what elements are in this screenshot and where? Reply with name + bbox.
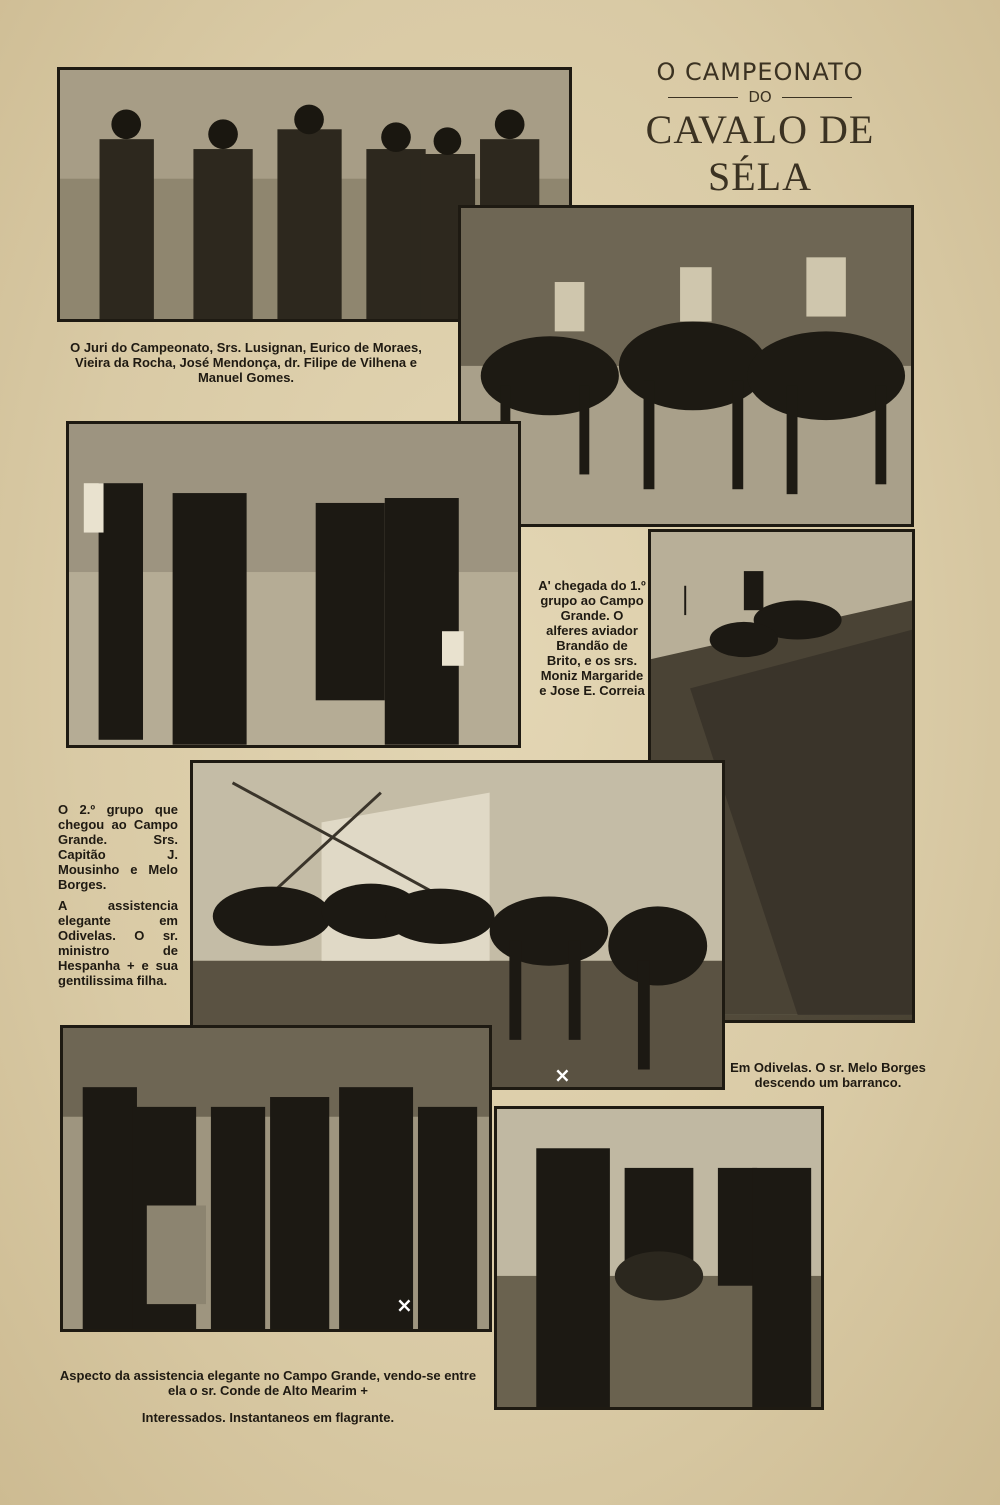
article-title bbox=[590, 58, 930, 200]
photo-spectators-image bbox=[497, 1109, 821, 1407]
caption-arrival: A' chegada do 1.º grupo ao Campo Grande. O alferes aviador Brandão de Brito, e os srs. Moniz Margaride e Jose E. Correia bbox=[538, 578, 646, 698]
title-line-2 bbox=[590, 88, 930, 106]
caption-odivelas: Em Odivelas. O sr. Melo Borges descendo um barranco. bbox=[730, 1060, 926, 1090]
title-line-3: CAVALO DE SÉLA bbox=[645, 107, 875, 199]
photo-campo-grande-audience bbox=[60, 1025, 492, 1332]
photo-men-horses-image bbox=[69, 424, 518, 747]
mark-x-windmill: × bbox=[554, 1063, 571, 1087]
photo-audience-image bbox=[63, 1028, 489, 1331]
title-rule-right bbox=[782, 97, 852, 98]
mark-x-audience: × bbox=[396, 1293, 413, 1317]
caption-second-group-text: O 2.º grupo que chegou ao Campo Grande. Srs. Capitão J. Mousinho e Melo Borges. bbox=[58, 802, 178, 892]
caption-second-group bbox=[58, 802, 178, 994]
photo-spectators bbox=[494, 1106, 824, 1410]
caption-odivelas-audience: A assistencia elegante em Odivelas. O sr. ministro de Hespanha + e sua gentilissima filha. bbox=[58, 898, 178, 988]
title-rule-left bbox=[668, 97, 738, 98]
caption-jury: O Juri do Campeonato, Srs. Lusignan, Eurico de Moraes, Vieira da Rocha, José Mendonça, dr. Filipe de Vilhena e Manuel Gomes. bbox=[70, 340, 422, 385]
caption-interessados: Interessados. Instantaneos em flagrante. bbox=[141, 1410, 395, 1425]
photo-riders-image bbox=[461, 208, 911, 526]
caption-campo-grande: Aspecto da assistencia elegante no Campo Grande, vendo-se entre ela o sr. Conde de Alto Mearim + bbox=[59, 1368, 477, 1398]
photo-riders-arrival bbox=[458, 205, 914, 527]
photo-men-with-horses bbox=[66, 421, 521, 748]
title-line-2-text: DO bbox=[748, 88, 772, 106]
title-line-1: O CAMPEONATO bbox=[656, 58, 864, 86]
